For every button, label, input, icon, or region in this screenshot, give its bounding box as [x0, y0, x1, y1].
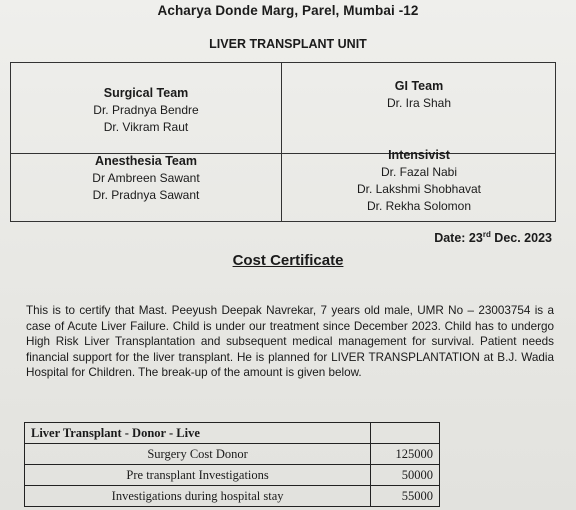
certificate-body: This is to certify that Mast. Peeyush Deepak Navrekar, 7 years old male, UMR No – 23003754 is a case of Acute Liver Failure. Child is under our treatment since December 2023. Child has to undergo High Risk Liver Transplantation and subsequent medical management for survival. Patient needs financial support for the liver transplant. He is planned for LIVER TRANSPLANTATION at B.J. Wadia Hospital for Children. The break-up of the amount is given below.	[26, 304, 554, 379]
date-label: Date: 23	[434, 231, 483, 246]
table-row	[25, 423, 440, 444]
certificate-date	[434, 230, 552, 245]
anesthesia-team-title: Anesthesia Team	[95, 154, 197, 168]
table-row	[25, 465, 440, 486]
surgical-team-title: Surgical Team	[103, 86, 189, 100]
cost-table-header: Liver Transplant - Donor - Live	[25, 423, 371, 444]
teams-divider-vertical	[281, 63, 282, 221]
gi-team-cell	[283, 78, 555, 112]
intensivist-title: Intensivist	[388, 148, 450, 162]
gi-team-title: GI Team	[394, 79, 444, 93]
table-row	[25, 444, 440, 465]
intensivist-cell	[283, 147, 555, 215]
team-member: Dr. Rekha Solomon	[366, 199, 472, 213]
team-member: Dr. Pradnya Bendre	[93, 103, 199, 117]
hospital-address: Acharya Donde Marg, Parel, Mumbai -12	[157, 3, 419, 18]
cost-item: Investigations during hospital stay	[25, 486, 371, 507]
cost-item: Pre transplant Investigations	[25, 465, 371, 486]
certificate-title: Cost Certificate	[232, 252, 344, 269]
cost-table-header-amount	[371, 423, 440, 444]
team-member: Dr Ambreen Sawant	[92, 171, 200, 185]
team-member: Dr. Lakshmi Shobhavat	[356, 182, 482, 196]
table-row	[25, 486, 440, 507]
cost-amount: 125000	[371, 444, 440, 465]
date-rest: Dec. 2023	[490, 231, 552, 246]
team-member: Dr. Ira Shah	[386, 96, 452, 110]
date-suffix: rd	[482, 230, 491, 239]
unit-title: LIVER TRANSPLANT UNIT	[209, 37, 367, 51]
anesthesia-team-cell	[11, 153, 281, 204]
teams-table	[10, 62, 556, 222]
cost-item: Surgery Cost Donor	[25, 444, 371, 465]
team-member: Dr. Vikram Raut	[103, 120, 189, 134]
cost-amount: 55000	[371, 486, 440, 507]
cost-amount: 50000	[371, 465, 440, 486]
cost-table	[24, 422, 440, 507]
team-member: Dr. Pradnya Sawant	[92, 188, 200, 202]
team-member: Dr. Fazal Nabi	[380, 165, 458, 179]
surgical-team-cell	[11, 85, 281, 136]
